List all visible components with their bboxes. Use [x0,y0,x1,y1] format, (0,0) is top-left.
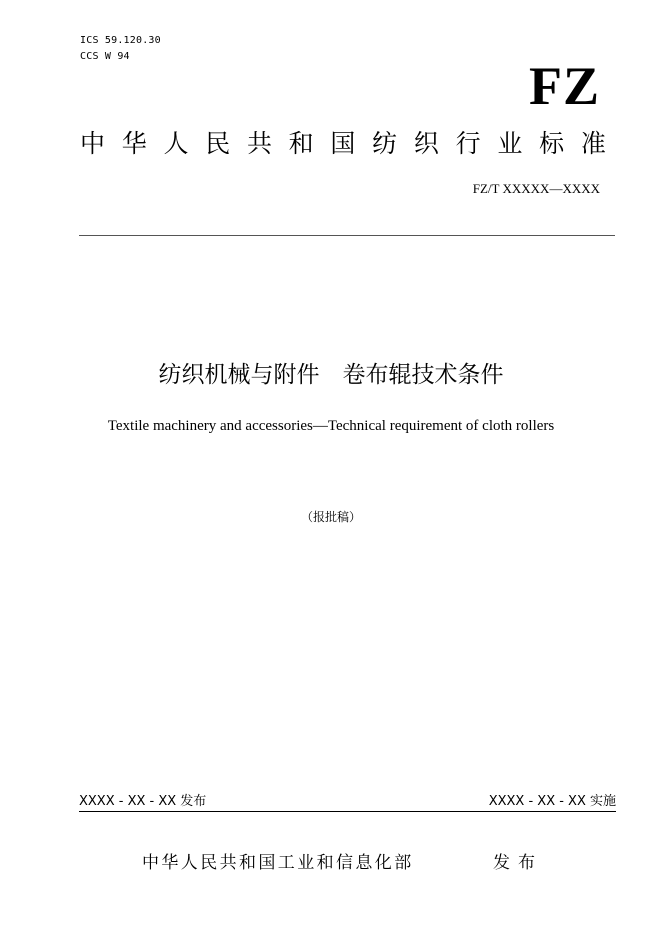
standard-title-char: 华 [121,129,147,158]
standard-title-char: 和 [288,129,314,158]
standard-title-char: 业 [497,129,523,158]
standard-title-char: 共 [246,129,272,158]
standard-title-char: 纺 [372,129,398,158]
header-divider [79,235,615,236]
implementation-date: XXXX - XX - XX 实施 [488,794,616,809]
document-title-chinese: 纺织机械与附件 卷布辊技术条件 [158,362,504,388]
draft-status-note: （报批稿） [300,510,361,524]
standard-title-char: 中 [80,129,106,158]
publish-label: 发布 [493,853,543,873]
standard-title-char: 准 [580,129,606,158]
standard-category-title [80,128,606,160]
standard-title-char: 国 [330,129,356,158]
issuing-authority: 中华人民共和国工业和信息化部 [142,853,414,873]
footer-divider [79,811,616,812]
standard-title-char: 行 [455,129,481,158]
ccs-code: CCS W 94 [80,51,130,62]
document-title-english: Textile machinery and accessories—Technical requirement of cloth rollers [107,418,555,434]
standard-title-char: 民 [205,129,231,158]
ics-code: ICS 59.120.30 [80,35,161,46]
standard-title-char: 标 [539,129,565,158]
standard-title-char: 织 [413,129,439,158]
standard-title-char: 人 [163,129,189,158]
issue-date: XXXX - XX - XX 发布 [79,794,207,809]
standard-code: FZ/T XXXXX—XXXX [472,181,600,196]
fz-logo: FZ [528,56,600,116]
